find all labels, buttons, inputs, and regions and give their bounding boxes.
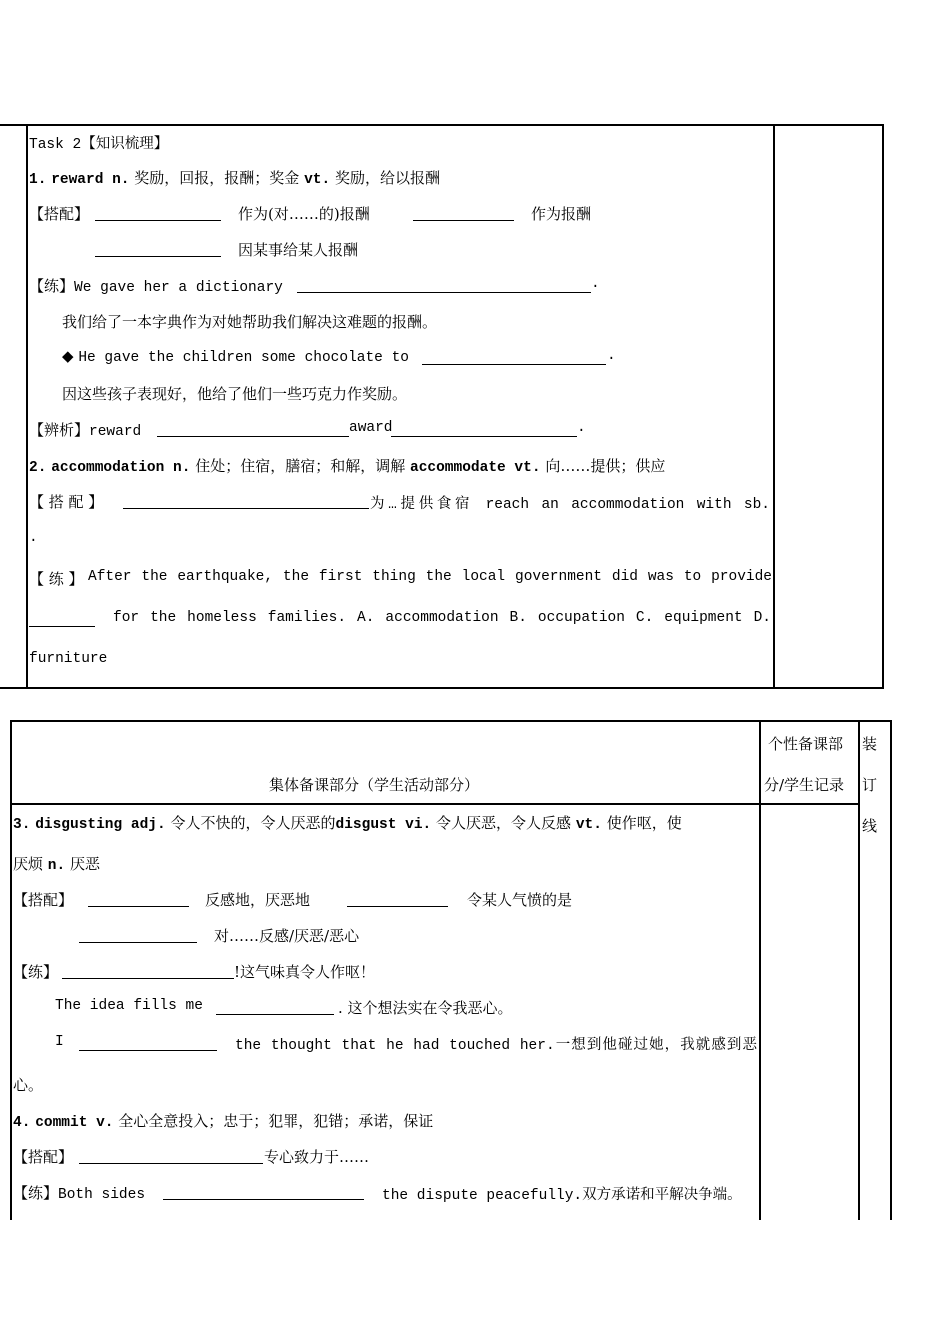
blank-field[interactable] <box>157 435 349 437</box>
item-2-word: accommodation n. <box>51 460 191 476</box>
practice-1 <box>29 275 283 296</box>
practice-2-cn: 因这些孩子表现好，他给了他们一些巧克力作奖励。 <box>62 385 408 403</box>
collocation-label: 【搭配】 <box>29 205 90 223</box>
item-3-pos3: vt. <box>575 817 602 833</box>
practice-b3-end: 心。 <box>13 1076 44 1094</box>
item-1-pos2: vt. <box>304 172 331 188</box>
collocation-3-text: 因某事给某人报酬 <box>238 241 359 259</box>
distinguish-row <box>29 419 141 440</box>
blank-field[interactable] <box>163 1198 364 1200</box>
item-2-heading <box>29 455 665 476</box>
practice-b2-rest: . 这个想法实在令我恶心。 <box>338 999 513 1017</box>
item-4-num: 4. <box>13 1115 31 1131</box>
distinguish-word-1: reward <box>89 424 142 440</box>
bottom-table-left-border <box>10 720 12 1220</box>
practice-b3-rest-text: the thought that he had touched her.一想到他碰过她，我就感到恶 <box>235 1038 757 1054</box>
bottom-table-main-divider <box>759 720 761 1220</box>
collocation-b3-text: 对……反感/厌恶/恶心 <box>214 927 360 945</box>
collocation-b4-text: 专心致力于…… <box>264 1148 370 1166</box>
collocation-b2-text: 令某人气愤的是 <box>467 891 573 909</box>
side-header-line-1: 个性备课部 <box>768 735 844 753</box>
practice-label-b4: 【练】 <box>13 1184 59 1202</box>
practice-b1-end: !这气味真令人作呕！ <box>234 963 376 981</box>
top-table-right-divider <box>773 126 775 687</box>
blank-field[interactable] <box>297 291 591 293</box>
item-1-meaning: 奖励，回报，报酬；奖金 <box>134 169 300 187</box>
item-3-line2-pos: n. <box>47 858 66 874</box>
item-2-num: 2. <box>29 460 47 476</box>
bottom-table-header-divider <box>10 803 859 805</box>
item-4-heading <box>13 1110 433 1131</box>
blank-field[interactable] <box>95 219 221 221</box>
blank-field[interactable] <box>79 1049 217 1051</box>
item-1-num: 1. <box>29 172 47 188</box>
top-table <box>0 124 884 689</box>
blank-field[interactable] <box>62 977 234 979</box>
item-2-meaning: 住处；住宿，膳宿；和解，调解 <box>195 457 406 475</box>
blank-field[interactable] <box>216 1013 334 1015</box>
practice-3-line-1: After the earthquake, the first thing the local government did was to provide <box>88 569 772 585</box>
task-title: Task 2【知识梳理】 <box>29 137 169 153</box>
item-2-meaning2: 向……提供；供应 <box>545 457 666 475</box>
bullet: ◆ <box>62 347 74 365</box>
practice-label-b: 【练】 <box>13 963 59 981</box>
blank-field[interactable] <box>347 905 448 907</box>
item-3-heading <box>13 812 682 833</box>
item-3-num: 3. <box>13 817 31 833</box>
item-3-word2: disgust vi. <box>335 817 432 833</box>
practice-2-en: He gave the children some chocolate to <box>78 350 409 366</box>
practice-b4 <box>13 1182 145 1203</box>
collocation-4-text: 为…提供食宿 reach an accommodation with sb. <box>370 497 770 513</box>
practice-b4-rest: the dispute peacefully.双方承诺和平解决争端。 <box>382 1188 742 1204</box>
collocation-1-text: 作为(对……的)报酬 <box>238 205 370 223</box>
collocation-label-b2: 【搭配】 <box>13 1148 74 1166</box>
item-3-meaning: 令人不快的，令人厌恶的 <box>170 814 336 832</box>
blank-field[interactable] <box>123 507 369 509</box>
practice-2-end: . <box>607 348 616 364</box>
practice-3-line-3: furniture <box>29 651 108 667</box>
distinguish-end: . <box>577 420 586 436</box>
item-3-meaning2: 令人厌恶，令人反感 <box>436 814 572 832</box>
item-1-heading <box>29 167 440 188</box>
distinguish-word-2: award <box>349 420 393 436</box>
practice-3-label: 【 练 】 <box>29 570 84 588</box>
distinguish-label: 【辨析】 <box>29 421 90 439</box>
collocation-row-1 <box>29 203 89 224</box>
practice-b3-rest <box>235 1033 757 1054</box>
practice-3-line-2: for the homeless families. A. accommodation B. occupation C. equipment D. <box>113 610 771 626</box>
item-4-word: commit v. <box>35 1115 114 1131</box>
section-header: 集体备课部分（学生活动部分） <box>269 776 480 794</box>
item-1-word: reward n. <box>51 172 130 188</box>
item-3-word: disgusting adj. <box>35 817 166 833</box>
blank-field[interactable] <box>79 941 197 943</box>
blank-field[interactable] <box>29 625 95 627</box>
practice-1-en: We gave her a dictionary <box>74 280 283 296</box>
collocation-label-b: 【搭配】 <box>13 891 74 909</box>
practice-b3-i: I <box>55 1034 64 1050</box>
item-3-line2-a: 厌烦 <box>13 855 44 873</box>
item-4-meaning: 全心全意投入；忠于；犯罪，犯错；承诺，保证 <box>118 1112 434 1130</box>
practice-2 <box>62 347 409 366</box>
blank-field[interactable] <box>79 1162 263 1164</box>
blank-field[interactable] <box>88 905 189 907</box>
binding-char-3: 线 <box>862 817 878 835</box>
side-header-line-2: 分/学生记录 <box>764 776 845 794</box>
collocation-2-text: 作为报酬 <box>531 205 592 223</box>
top-table-left-divider <box>26 126 28 687</box>
blank-field[interactable] <box>391 435 577 437</box>
item-1-meaning2: 奖励，给以报酬 <box>334 169 440 187</box>
practice-1-cn: 我们给了一本字典作为对她帮助我们解决这难题的报酬。 <box>62 313 438 331</box>
item-3-meaning3: 使作呕，使 <box>606 814 682 832</box>
practice-1-end: . <box>591 276 600 292</box>
item-3-line-2 <box>13 853 100 874</box>
binding-char-2: 订 <box>862 776 878 794</box>
bottom-table-right-border <box>890 720 892 1220</box>
practice-label: 【练】 <box>29 277 75 295</box>
binding-char-1: 装 <box>862 735 878 753</box>
collocation-4-end: . <box>29 530 38 546</box>
blank-field[interactable] <box>422 363 606 365</box>
item-3-line2-b: 厌恶 <box>69 855 100 873</box>
blank-field[interactable] <box>413 219 514 221</box>
bottom-table-side-divider <box>858 720 860 1220</box>
collocation-b1-text: 反感地，厌恶地 <box>205 891 311 909</box>
item-2-word2: accommodate vt. <box>410 460 541 476</box>
collocation-4-label: 【 搭 配 】 <box>29 493 104 511</box>
practice-b4-en: Both sides <box>58 1187 146 1203</box>
practice-b2-en: The idea fills me <box>55 998 203 1014</box>
blank-field[interactable] <box>95 255 221 257</box>
